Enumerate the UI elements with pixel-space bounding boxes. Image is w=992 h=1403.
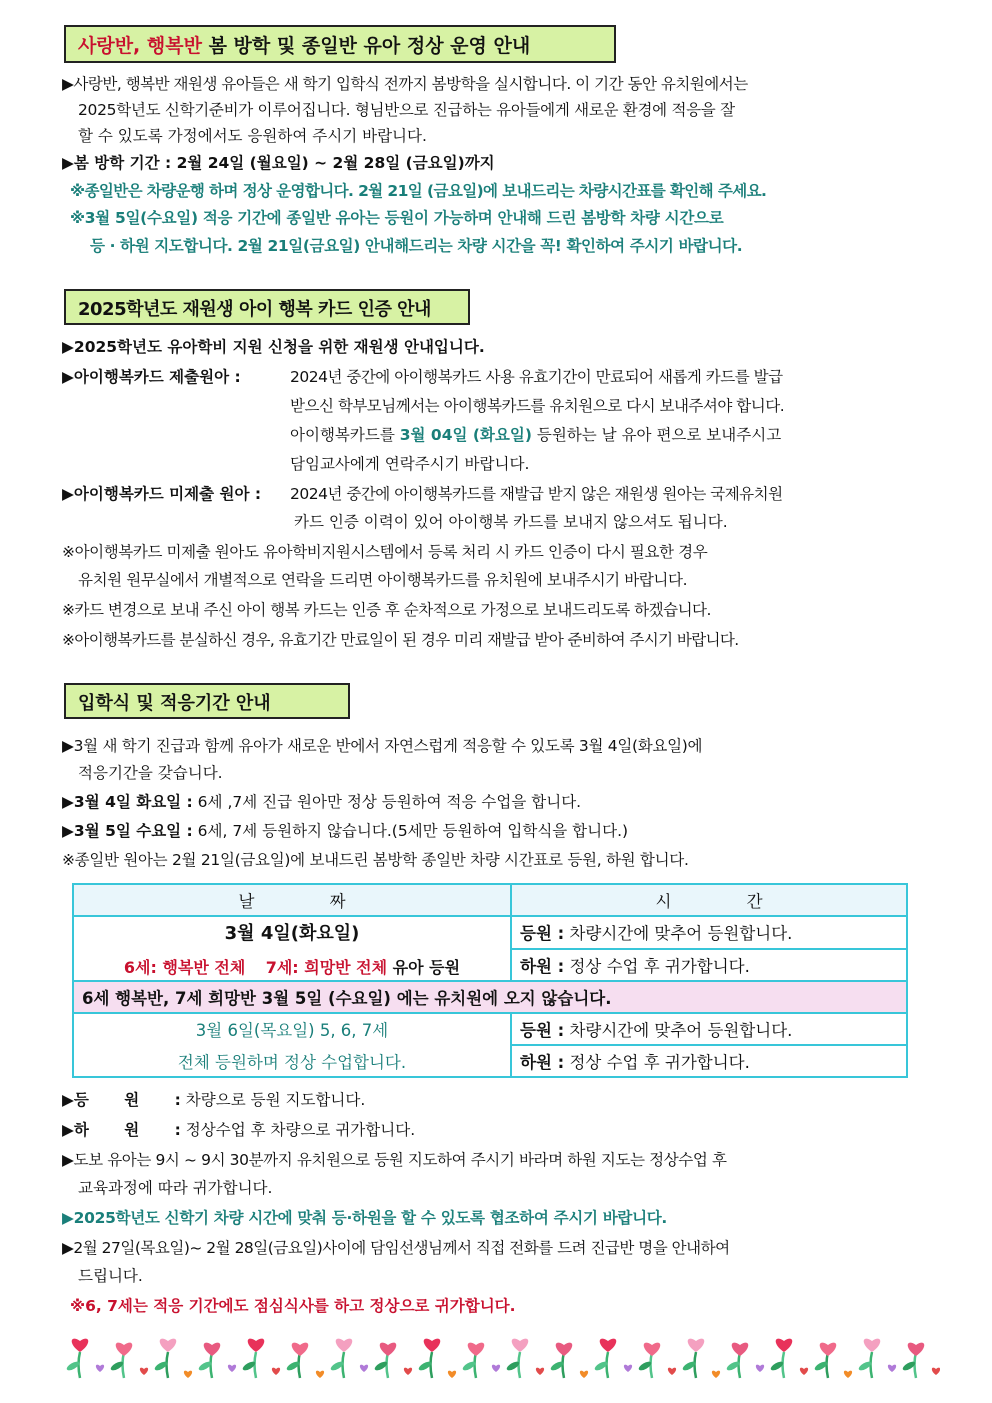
row1-date: 3월 4일(화요일) — [224, 923, 360, 944]
s3-note: ※종일반 원아는 2월 21일(금요일)에 보내드린 봄방학 종일반 차량 시간표로 등원, 하원 합니다. — [62, 851, 689, 869]
departure-text: 정상수업 후 차량으로 귀가합니다. — [180, 1121, 416, 1139]
row1-sub-b: 7세: 희망반 전체 — [265, 958, 388, 977]
s3-paragraph-1: ▶3월 새 학기 진급과 함께 유아가 새로운 반에서 자연스럽게 적응할 수 있도록 3월 4일(화요일)에 — [62, 737, 703, 755]
submit-date: 3월 04일 (화요일) — [399, 426, 532, 444]
s4-departure — [62, 1118, 930, 1142]
submit-line-3 — [290, 423, 781, 447]
spring-break-period: ▶봄 방학 기간 : 2월 24일 (월요일) ~ 2월 28일 (금요일)까지 — [62, 154, 495, 172]
note-all-day-class: ※종일반은 차량운행 하며 정상 운영합니다. 2월 21일 (금요일)에 보내드리는 차량시간표를 확인해 주세요. — [70, 182, 767, 200]
row3-in — [511, 1013, 907, 1045]
row1-date-cell — [73, 916, 511, 981]
title-class-names: 사랑반, 행복반 — [78, 35, 202, 57]
heart-tulip-border-icon — [60, 1330, 940, 1380]
schedule-table — [72, 883, 908, 1078]
submit-label: ▶아이행복카드 제출원아 : — [62, 368, 241, 386]
section-title-happy-card: 2025학년도 재원생 아이 행복 카드 인증 안내 — [64, 289, 470, 325]
section-title-spring-break — [64, 25, 616, 63]
row3-out — [511, 1045, 907, 1077]
submit-line-1: 2024년 중간에 아이행복카드 사용 유효기간이 만료되어 새롭게 카드를 발급 — [290, 368, 783, 386]
header-time: 시 간 — [511, 884, 907, 916]
submit-line-4: 담임교사에게 연락주시기 바랍니다. — [290, 455, 530, 473]
row3-sub: 전체 등원하며 정상 수업합니다. — [177, 1053, 407, 1072]
note-adaptation-2: 등 · 하원 지도합니다. 2월 21일(금요일) 안내해드리는 차량 시간을 꼭! 확인하여 주시기 바랍니다. — [90, 237, 743, 255]
table-header-row — [73, 884, 907, 916]
in-text: 차량시간에 맞추어 등원합니다. — [564, 924, 793, 944]
s4-call-2: 드립니다. — [78, 1267, 143, 1285]
s3-day-2 — [62, 819, 930, 843]
s4-walk-2: 교육과정에 따라 귀가합니다. — [78, 1179, 273, 1197]
s4-arrival — [62, 1088, 930, 1112]
day-2-text: 6세, 7세 등원하지 않습니다.(5세만 등원하여 입학식을 합니다.) — [192, 822, 629, 840]
submit-line-3a: 아이행복카드를 — [290, 426, 400, 444]
title-rest: 봄 방학 및 종일반 유아 정상 운영 안내 — [201, 35, 531, 57]
s2-intro: ▶2025학년도 유아학비 지원 신청을 위한 재원생 안내입니다. — [62, 338, 485, 356]
s4-walk-1: ▶도보 유아는 9시 ~ 9시 30분까지 유치원으로 등원 지도하여 주시기 바라며 하원 지도는 정상수업 후 — [62, 1151, 727, 1169]
table-row — [73, 1013, 907, 1045]
out-label-2: 하원 : — [520, 1053, 565, 1072]
day-1-text: 6세 ,7세 진급 원아만 정상 등원하여 적응 수업을 합니다. — [192, 793, 582, 811]
s3-day-1 — [62, 790, 930, 814]
row1-sub-a: 6세: 행복반 전체 — [123, 958, 246, 977]
row3-date: 3월 6일(목요일) 5, 6, 7세 — [195, 1021, 389, 1040]
submit-line-2: 받으신 학부모님께서는 아이행복카드를 유치원으로 다시 보내주셔야 합니다. — [290, 397, 785, 415]
row1-out — [511, 949, 907, 982]
row1-sub — [80, 955, 504, 978]
table-row — [73, 916, 907, 949]
s1-paragraph-2: 2025학년도 신학기준비가 이루어집니다. 형님반으로 진급하는 유아들에게 새로운 환경에 적응을 잘 — [78, 101, 735, 119]
pink-notice: 6세 행복반, 7세 희망반 3월 5일 (수요일) 에는 유치원에 오지 않습니다. — [73, 981, 907, 1013]
note-adaptation-1: ※3월 5일(수요일) 적응 기간에 종일반 유아는 등원이 가능하며 안내해 드린 봄방학 차량 시간으로 — [70, 209, 724, 227]
s4-bus: ▶2025학년도 신학기 차량 시간에 맞춰 등·하원을 할 수 있도록 협조하여 주시기 바랍니다. — [62, 1209, 668, 1227]
in-text-2: 차량시간에 맞추어 등원합니다. — [564, 1021, 793, 1040]
out-text: 정상 수업 후 귀가합니다. — [564, 956, 750, 976]
s2-note-2: ※카드 변경으로 보내 주신 아이 행복 카드는 인증 후 순차적으로 가정으로 보내드리도록 하겠습니다. — [62, 601, 711, 619]
s2-note-1a: ※아이행복카드 미제출 원아도 유아학비지원시스템에서 등록 처리 시 카드 인증이 다시 필요한 경우 — [62, 543, 708, 561]
s1-paragraph-3: 할 수 있도록 가정에서도 응원하여 주시기 바랍니다. — [78, 127, 427, 145]
day-1-label: ▶3월 4일 화요일 : — [62, 793, 193, 811]
row1-sub-c: 유아 등원 — [387, 958, 461, 977]
in-label-2: 등원 : — [520, 1021, 565, 1040]
departure-label: ▶하 원 : — [62, 1121, 181, 1139]
s3-paragraph-2: 적응기간을 갖습니다. — [78, 764, 223, 782]
s1-paragraph-1: ▶사랑반, 행복반 재원생 유아들은 새 학기 입학식 전까지 봄방학을 실시합니다. 이 기간 동안 유치원에서는 — [62, 75, 748, 93]
row1-in — [511, 916, 907, 949]
section-title-entrance: 입학식 및 적응기간 안내 — [64, 683, 350, 719]
row3-date-cell — [73, 1013, 511, 1077]
arrival-text: 차량으로 등원 지도합니다. — [180, 1091, 366, 1109]
s4-call-1: ▶2월 27일(목요일)~ 2월 28일(금요일)사이에 담임선생님께서 직접 전화를 드려 진급반 명을 안내하여 — [62, 1239, 730, 1257]
day-2-label: ▶3월 5일 수요일 : — [62, 822, 193, 840]
arrival-label: ▶등 원 : — [62, 1091, 181, 1109]
nosubmit-label: ▶아이행복카드 미제출 원아 : — [62, 485, 262, 503]
nosubmit-line-1: 2024년 중간에 아이행복카드를 재발급 받지 않은 재원생 원아는 국제유치원 — [290, 485, 783, 503]
nosubmit-line-2: 카드 인증 이력이 있어 아이행복 카드를 보내지 않으셔도 됩니다. — [294, 513, 728, 531]
in-label: 등원 : — [520, 924, 565, 944]
table-row-notice — [73, 981, 907, 1013]
out-label: 하원 : — [520, 956, 565, 976]
s2-note-3: ※아이행복카드를 분실하신 경우, 유효기간 만료일이 된 경우 미리 재발급 받아 준비하여 주시기 바랍니다. — [62, 631, 739, 649]
header-date: 날 짜 — [73, 884, 511, 916]
s2-note-1b: 유치원 원무실에서 개별적으로 연락을 드리면 아이행복카드를 유치원에 보내주시기 바랍니다. — [78, 571, 688, 589]
out-text-2: 정상 수업 후 귀가합니다. — [564, 1053, 750, 1072]
submit-line-3c: 등원하는 날 유아 편으로 보내주시고 — [531, 426, 782, 444]
s4-lunch: ※6, 7세는 적응 기간에도 점심식사를 하고 정상으로 귀가합니다. — [70, 1297, 516, 1315]
